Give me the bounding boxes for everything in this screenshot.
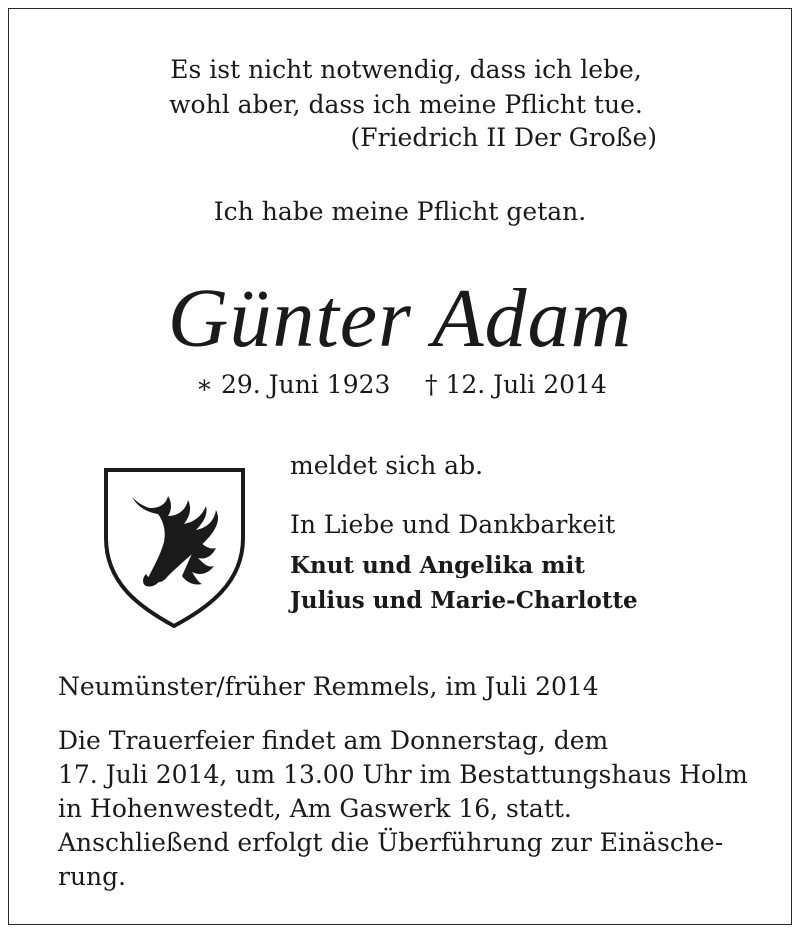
family-line-1: Knut und Angelika mit	[290, 552, 585, 579]
signoff-text: meldet sich ab.	[290, 451, 484, 480]
service-line-4: Anschließend erfolgt die Überführung zur Einäsche-	[58, 828, 724, 857]
service-line-3: in Hohenwestedt, Am Gaswerk 16, statt.	[58, 794, 572, 823]
love-line: In Liebe und Dankbarkeit	[290, 510, 616, 539]
quote-line-2: wohl aber, dass ich meine Pflicht tue.	[169, 90, 643, 119]
service-line-1: Die Trauerfeier findet am Donnerstag, dem	[58, 726, 609, 755]
quote-attribution: (Friedrich II Der Große)	[350, 123, 657, 152]
duty-line: Ich habe meine Pflicht getan.	[213, 197, 587, 226]
place-date: Neumünster/früher Remmels, im Juli 2014	[58, 672, 599, 701]
coat-of-arms-antler-icon	[102, 466, 247, 628]
death-date: † 12. Juli 2014	[425, 370, 607, 399]
family-line-2: Julius und Marie-Charlotte	[290, 587, 638, 614]
service-line-5: rung.	[58, 862, 127, 891]
birth-date: ∗ 29. Juni 1923	[196, 370, 391, 399]
service-line-2: 17. Juli 2014, um 13.00 Uhr im Bestattungshaus Holm	[58, 760, 748, 789]
deceased-name: Günter Adam	[167, 272, 633, 365]
quote-line-1: Es ist nicht notwendig, dass ich lebe,	[170, 55, 642, 84]
